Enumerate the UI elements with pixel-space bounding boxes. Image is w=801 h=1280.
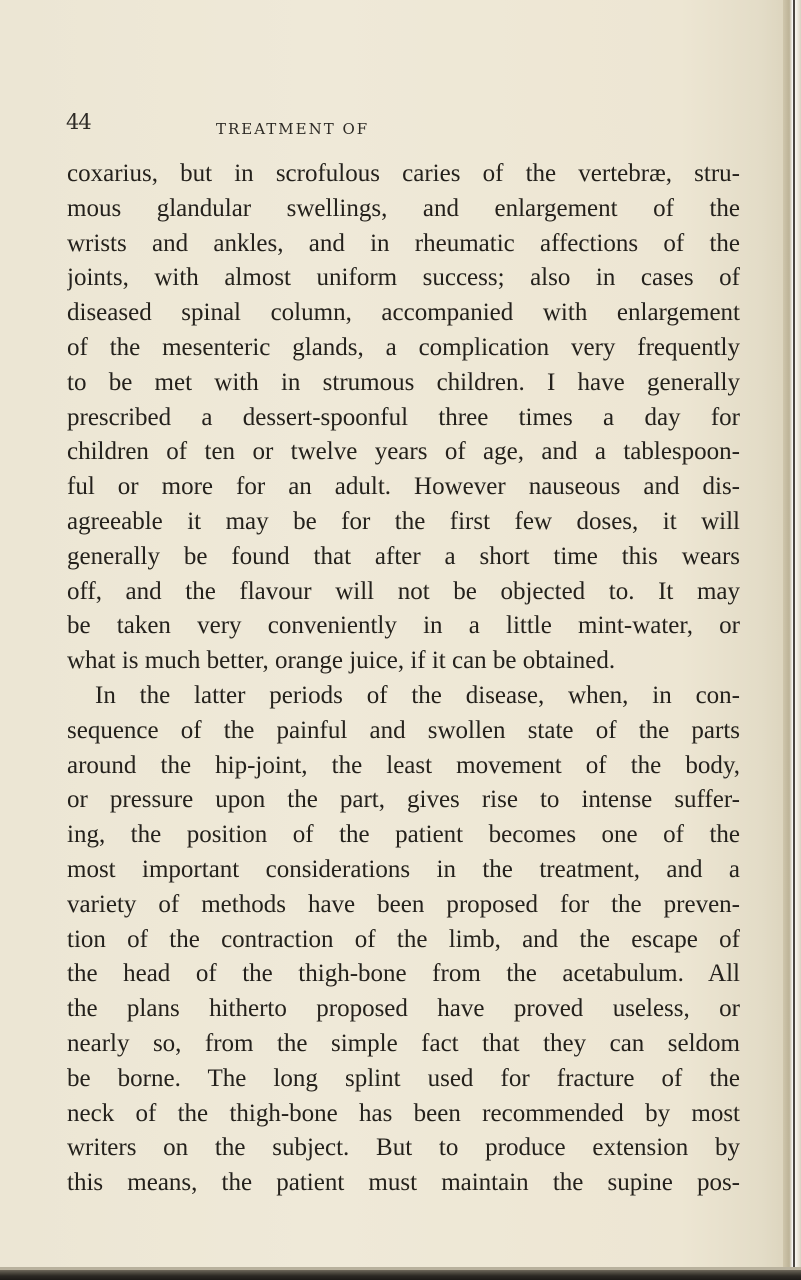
text-line: what is much better, orange juice, if it can be obtained. (67, 647, 616, 675)
text-line: tion of the contraction of the limb, and the escape of (67, 925, 740, 953)
text-line: writers on the subject. But to produce extension by (67, 1134, 740, 1162)
text-line: the plans hitherto proposed have proved useless, or (67, 995, 740, 1023)
text-line: wrists and ankles, and in rheumatic affections of the (67, 229, 740, 257)
text-line: ing, the position of the patient becomes one of the (67, 821, 740, 849)
body-text (67, 157, 740, 1201)
text-line: mous glandular swellings, and enlargement of the (67, 194, 740, 222)
page-edge-line (793, 0, 795, 1280)
paragraph-first-line: In the latter periods of the disease, when, in con- (95, 681, 740, 709)
text-line: neck of the thigh-bone has been recommended by most (67, 1099, 740, 1127)
text-line: children of ten or twelve years of age, and a tablespoon- (67, 438, 740, 466)
text-line: sequence of the painful and swollen state of the parts (67, 716, 740, 744)
text-line: joints, with almost uniform success; also in cases of (67, 264, 740, 292)
text-line: most important considerations in the treatment, and a (67, 855, 740, 883)
text-line: the head of the thigh-bone from the acetabulum. All (67, 960, 740, 988)
text-line: of the mesenteric glands, a complication very frequently (67, 333, 740, 361)
text-line: prescribed a dessert-spoonful three times a day for (67, 403, 740, 431)
page-number: 44 (66, 110, 91, 134)
text-line: coxarius, but in scrofulous caries of the vertebræ, stru- (67, 160, 740, 187)
running-head: TREATMENT OF (216, 120, 370, 138)
page-gutter-edge (783, 0, 801, 1280)
text-line: be borne. The long splint used for fracture of the (67, 1064, 740, 1092)
text-line: this means, the patient must maintain the supine pos- (67, 1169, 740, 1197)
bottom-edge-shadow (0, 1270, 801, 1280)
text-line: diseased spinal column, accompanied with enlargement (67, 299, 740, 327)
text-line: variety of methods have been proposed for the preven- (67, 890, 740, 918)
text-line: around the hip-joint, the least movement of the body, (67, 751, 740, 779)
text-line: off, and the flavour will not be objected to. It may (67, 577, 740, 605)
text-line: ful or more for an adult. However nauseous and dis- (67, 473, 740, 501)
text-line: be taken very conveniently in a little mint-water, or (67, 612, 740, 640)
text-line: or pressure upon the part, gives rise to intense suffer- (67, 786, 740, 814)
text-line: to be met with in strumous children. I have generally (67, 368, 740, 396)
text-line: agreeable it may be for the first few doses, it will (67, 507, 740, 535)
text-line: nearly so, from the simple fact that they can seldom (67, 1029, 740, 1057)
text-line: generally be found that after a short time this wears (67, 542, 740, 570)
